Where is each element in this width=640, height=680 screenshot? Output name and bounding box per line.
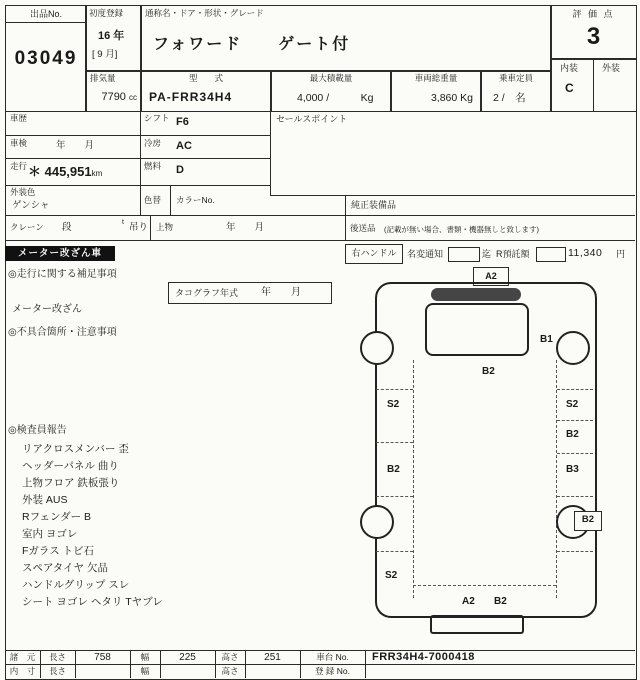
until-label: 迄 (482, 249, 492, 259)
crane-lift-label: 吊り (129, 222, 149, 233)
panel-divider (557, 453, 593, 454)
vehicle-name-label: 通称名・ドア・形状・グレード (145, 8, 264, 18)
first-reg-label: 初度登録 (89, 8, 124, 18)
grid-line (365, 650, 366, 678)
inspector-item-list (22, 441, 332, 611)
interior-exterior-cell (550, 58, 637, 112)
panel-divider (556, 360, 557, 598)
displacement-cell (85, 70, 142, 112)
wheel-front-left (360, 331, 394, 365)
deposit-value: 11,340 (568, 247, 603, 259)
inner-height-label: 高さ (221, 666, 239, 676)
grid-line (5, 158, 270, 159)
grid-line (150, 215, 151, 240)
inspector-item: スペアタイヤ 欠品 (22, 562, 108, 574)
panel-divider (376, 389, 413, 390)
registration-no-label: 登 録 No. (315, 666, 350, 676)
gross-weight-value: 3,860 Kg (430, 92, 473, 104)
capacity-label: 乗車定員 (498, 73, 533, 83)
inner-width-label: 幅 (140, 666, 150, 676)
damage-code-front: A2 (485, 271, 497, 281)
grid-line (593, 59, 594, 111)
vehicle-name-cell (140, 5, 552, 72)
grid-line (140, 110, 141, 215)
score-value: 3 (586, 23, 601, 50)
displacement-label: 排気量 (90, 73, 116, 83)
exterior-label: 外装 (602, 63, 621, 73)
model-value: PA-FRR34H4 (149, 90, 233, 104)
color-no-label: カラーNo. (176, 195, 215, 205)
deposit-box (536, 247, 566, 262)
specs-row-label: 諸 元 (9, 652, 36, 662)
damage-code-rear-1: A2 (462, 596, 475, 607)
inspection-label: 車検 (10, 138, 28, 148)
mileage-note-title: ◎走行に関する補足事項 (8, 269, 117, 280)
length-label: 長さ (48, 652, 66, 662)
damage-code-right-edge: B2 (581, 514, 595, 525)
tachograph-box (168, 282, 332, 304)
damage-code-behind-cab: B2 (482, 366, 495, 377)
damage-code-right-edge-box (574, 511, 602, 531)
cooling-value: AC (176, 140, 192, 152)
inspector-item: ハンドルグリップ スレ (22, 579, 130, 591)
tachograph-value: 年 月 (261, 287, 301, 298)
wheel-rear-left (360, 505, 394, 539)
inspector-item: 室内 ヨゴレ (22, 528, 78, 540)
panel-divider (557, 496, 593, 497)
mileage-label: 走行 (10, 161, 28, 171)
panel-divider (413, 360, 414, 598)
exhibit-no-label: 出品No. (6, 6, 86, 23)
cooling-label: 冷房 (144, 138, 162, 148)
chassis-no-label: 車台 No. (316, 652, 349, 662)
exterior-color-value: ゲンシャ (12, 200, 50, 211)
panel-divider (376, 442, 413, 443)
damage-code-left-bottom: S2 (385, 570, 398, 581)
crane-ton-label: t (122, 219, 124, 226)
deposit-label: R預託額 (496, 249, 530, 259)
score-label: 評 価 点 (572, 9, 615, 19)
first-registration-cell (85, 5, 142, 72)
max-load-label: 最大積載量 (309, 73, 353, 83)
exterior-color-label: 外装色 (10, 187, 36, 197)
interior-label: 内装 (560, 63, 579, 73)
gross-weight-cell (390, 70, 482, 112)
interior-grade-value: C (565, 81, 574, 95)
windshield-bar (431, 288, 521, 301)
capacity-value: 2 / 名 (493, 92, 526, 104)
grid-line (5, 664, 635, 665)
panel-divider (557, 389, 593, 390)
meter-tampered-badge: メーター改ざん車 (5, 246, 115, 261)
exhibit-no-cell (5, 5, 87, 112)
wheel-front-right (556, 331, 590, 365)
grid-line (270, 110, 271, 195)
capacity-cell (480, 70, 552, 112)
gross-weight-label: 車両総重量 (414, 73, 458, 83)
color-change-label: 色替 (144, 195, 162, 205)
length-value: 758 (94, 652, 111, 663)
max-load-cell (270, 70, 392, 112)
mileage-number: ＊ 445,951 (28, 164, 92, 179)
height-label: 高さ (221, 652, 239, 662)
grid-line (5, 185, 270, 186)
later-shipment-label: 後送品 (350, 223, 376, 233)
fuel-value: D (176, 164, 184, 176)
later-shipment-note: (記載が無い場合、書類・機器無しと致します) (384, 225, 539, 234)
model-cell (140, 70, 272, 112)
displacement-value (101, 91, 137, 104)
grid-line (5, 240, 635, 241)
inspector-item: Fガラス トビ石 (22, 545, 95, 557)
rear-bumper-outline (430, 615, 524, 634)
inner-length-label: 長さ (48, 666, 66, 676)
grid-line (5, 650, 635, 651)
crane-label: クレーン (10, 222, 44, 232)
panel-divider (557, 420, 593, 421)
width-label: 幅 (140, 652, 150, 662)
grid-line (5, 215, 635, 216)
panel-divider (376, 551, 413, 552)
inspector-item: 外装 AUS (22, 494, 68, 506)
damage-code-rear-2: B2 (494, 596, 507, 607)
displacement-unit: cc (129, 93, 137, 102)
damage-code-right-upper: S2 (566, 399, 579, 410)
yen-label: 円 (616, 249, 626, 259)
body-label: 上物 (156, 222, 174, 232)
inspector-item: 上物フロア 鉄板張り (22, 477, 120, 489)
body-value: 年 月 (226, 222, 265, 233)
grid-line (5, 135, 270, 136)
vehicle-damage-diagram (345, 262, 635, 654)
genuine-equipment-label: 純正装備品 (351, 200, 397, 210)
right-handle-box (345, 244, 403, 264)
defect-title: ◎不具合箇所・注意事項 (8, 327, 117, 338)
damage-code-cab-side: B1 (540, 334, 553, 345)
mileage-value (28, 165, 102, 180)
panel-divider (413, 585, 556, 586)
displacement-number: 7790 (101, 91, 126, 103)
first-reg-month: [ 9 月] (92, 49, 118, 60)
panel-divider (557, 551, 593, 552)
first-reg-year: 16 年 (98, 30, 125, 42)
truck-cab-outline (425, 303, 529, 356)
fuel-label: 燃料 (144, 161, 162, 171)
inspector-item: シート ヨゴレ ヘタリ Tヤブレ (22, 596, 163, 608)
shift-value: F6 (176, 116, 189, 128)
model-label: 型 式 (188, 73, 223, 83)
inspector-item: Rフェンダー B (22, 511, 92, 523)
grid-line (345, 195, 346, 240)
panel-divider (376, 496, 413, 497)
crane-stage-label: 段 (62, 222, 72, 233)
grid-line (170, 185, 171, 215)
sales-point-label: セールスポイント (276, 114, 348, 124)
score-cell (550, 5, 637, 60)
inspection-value: 年 月 (56, 140, 95, 151)
right-handle-label: 右ハンドル (351, 248, 397, 258)
max-load-value: 4,000 / Kg (297, 92, 374, 104)
tachograph-label: タコグラフ年式 (175, 288, 239, 298)
exhibit-no-value: 03049 (14, 48, 78, 69)
shift-label: シフト (144, 113, 170, 123)
mileage-unit: km (91, 169, 103, 178)
damage-code-right-mid: B2 (566, 429, 579, 440)
inspector-report-title: ◎検査員報告 (8, 425, 67, 436)
meter-tamper-note: メーター改ざん (12, 304, 82, 315)
width-value: 225 (179, 652, 196, 663)
damage-code-left-mid: B2 (387, 464, 400, 475)
inner-dims-row-label: 内 寸 (9, 666, 36, 676)
inspector-item: リアクロスメンバー 歪 (22, 443, 129, 455)
height-value: 251 (264, 652, 281, 663)
history-label: 車歴 (10, 113, 28, 123)
damage-code-left-upper: S2 (387, 399, 400, 410)
chassis-no-value: FRR34H4-7000418 (372, 651, 475, 663)
name-change-label: 名変通知 (407, 249, 444, 259)
name-change-box (448, 247, 480, 262)
vehicle-name-value: フォワード ゲート付 (153, 36, 351, 53)
damage-code-right-lower: B3 (566, 464, 579, 475)
inspector-item: ヘッダーパネル 曲り (22, 460, 119, 472)
grid-line (270, 195, 635, 196)
